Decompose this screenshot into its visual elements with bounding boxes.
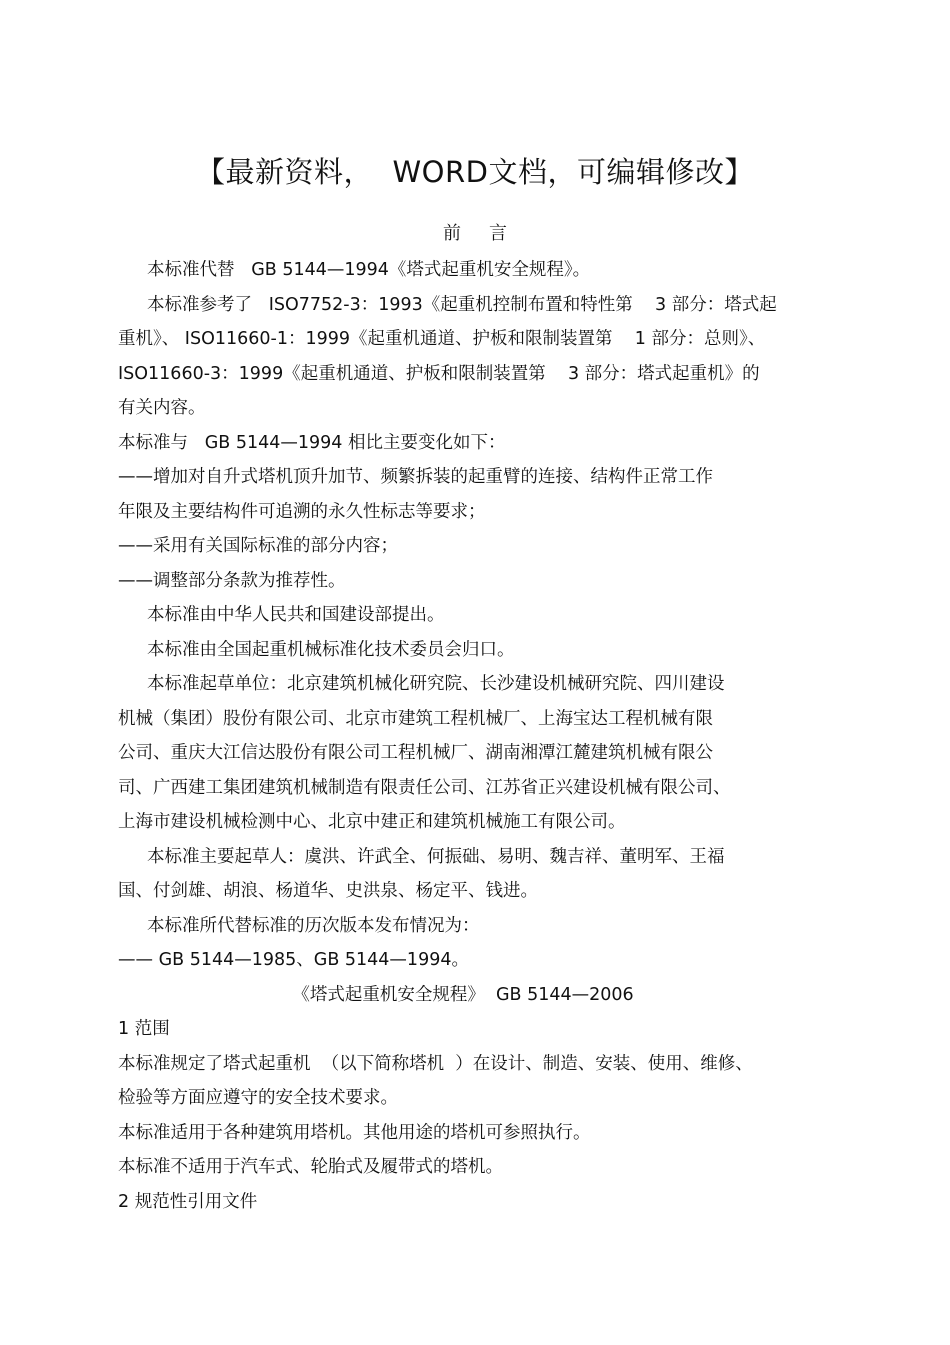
text-line: 检验等方面应遵守的安全技术要求。: [118, 1088, 398, 1108]
text-line: ISO11660-3：1999《起重机通道、护板和限制装置第 3 部分：塔式起重机》的: [118, 363, 760, 384]
text-line: 本标准不适用于汽车式、轮胎式及履带式的塔机。: [118, 1157, 503, 1177]
text-line: 本标准主要起草人：虞洪、许武全、何振础、易明、魏吉祥、董明军、王福: [147, 846, 725, 867]
text-line: —— GB 5144—1985、GB 5144—1994。: [118, 950, 469, 970]
text-line: 重机》、 ISO11660-1：1999《起重机通道、护板和限制装置第 1 部分：总则》、: [118, 329, 766, 349]
text-line: 《塔式起重机安全规程》 GB 5144—2006: [292, 984, 634, 1005]
text-line: ——采用有关国际标准的部分内容；: [118, 536, 398, 556]
text-line: 公司、重庆大江信达股份有限公司工程机械厂、湖南湘潭江麓建筑机械有限公: [118, 743, 713, 763]
text-line: 上海市建设机械检测中心、北京中建正和建筑机械施工有限公司。: [118, 812, 626, 832]
text-line: 司、广西建工集团建筑机械制造有限责任公司、江苏省正兴建设机械有限公司、: [118, 777, 731, 798]
text-line: 本标准由全国起重机械标准化技术委员会归口。: [147, 639, 515, 660]
text-line: 年限及主要结构件可追溯的永久性标志等要求；: [118, 501, 486, 522]
text-line: 本标准规定了塔式起重机 （以下简称塔机 ）在设计、制造、安装、使用、维修、: [118, 1053, 753, 1074]
text-line: 国、付剑雄、胡浪、杨道华、史洪泉、杨定平、钱进。: [118, 881, 538, 901]
text-line: 本标准适用于各种建筑用塔机。其他用途的塔机可参照执行。: [118, 1122, 591, 1143]
text-line: 2 规范性引用文件: [118, 1191, 258, 1212]
text-line: 本标准与 GB 5144—1994 相比主要变化如下：: [118, 432, 506, 453]
text-line: 本标准所代替标准的历次版本发布情况为：: [147, 915, 480, 936]
text-line: 本标准代替 GB 5144—1994《塔式起重机安全规程》。: [147, 260, 591, 280]
text-line: ——增加对自升式塔机顶升加节、频繁拆装的起重臂的连接、结构件正常工作: [118, 467, 713, 487]
text-line: 本标准由中华人民共和国建设部提出。: [147, 605, 445, 625]
document-body: [118, 253, 838, 1219]
document-banner: 【最新资料， WORD文档，可编辑修改】: [196, 155, 754, 189]
text-line: 机械（集团）股份有限公司、北京市建筑工程机械厂、上海宝达工程机械有限: [118, 708, 713, 729]
text-line: 1 范围: [118, 1019, 170, 1039]
preface-heading: 前言: [443, 223, 535, 244]
text-line: 本标准参考了 ISO7752-3：1993《起重机控制布置和特性第 3 部分：塔式起: [147, 294, 777, 315]
text-line: 有关内容。: [118, 398, 206, 418]
text-line: ——调整部分条款为推荐性。: [118, 570, 346, 591]
text-line: 本标准起草单位：北京建筑机械化研究院、长沙建设机械研究院、四川建设: [147, 674, 725, 694]
